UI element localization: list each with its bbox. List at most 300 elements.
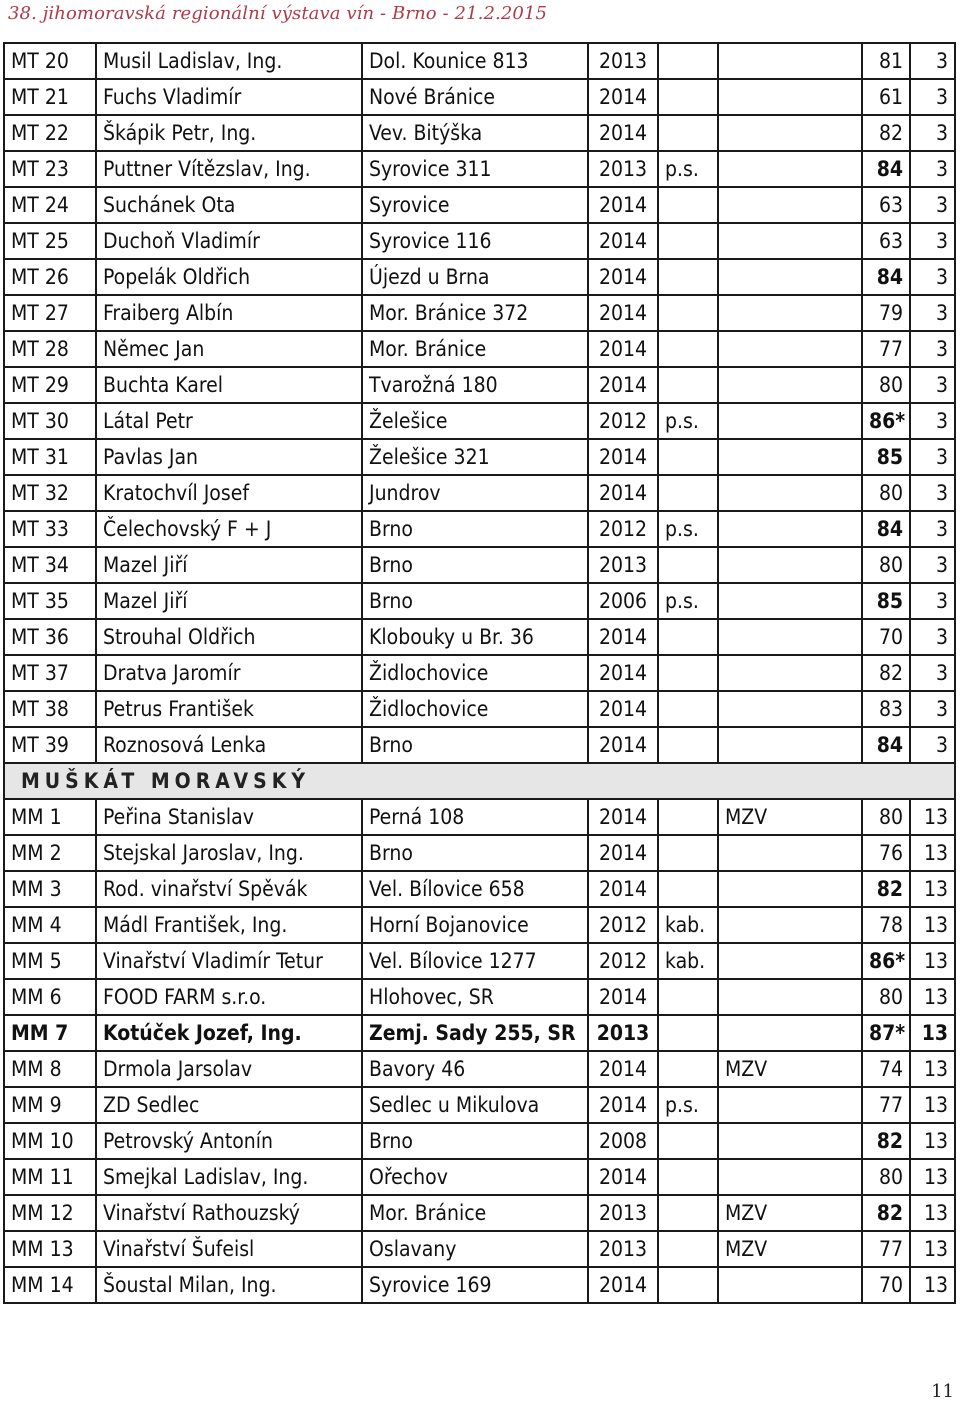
- attribute-empty: [718, 367, 862, 403]
- sample-code: MM 8: [4, 1051, 96, 1087]
- category-number: 13: [910, 1051, 955, 1087]
- section-title: MUŠKÁT MORAVSKÝ: [4, 763, 955, 799]
- vintage-year: 2012: [588, 907, 658, 943]
- category-number: 3: [910, 547, 955, 583]
- producer-place: Oslavany: [362, 1231, 588, 1267]
- category-number: 13: [910, 1015, 955, 1051]
- category-number: 3: [910, 367, 955, 403]
- producer-name: Pavlas Jan: [96, 439, 362, 475]
- score: 77: [862, 331, 910, 367]
- table-row: [4, 439, 955, 475]
- table-row: [4, 403, 955, 439]
- category-number: 13: [910, 1087, 955, 1123]
- attribute: [658, 367, 718, 403]
- attribute-mzv: MZV: [718, 1231, 862, 1267]
- attribute: [658, 295, 718, 331]
- producer-place: Nové Bránice: [362, 79, 588, 115]
- sample-code: MT 31: [4, 439, 96, 475]
- table-row: [4, 79, 955, 115]
- sample-code: MT 29: [4, 367, 96, 403]
- score: 84: [862, 259, 910, 295]
- attribute: kab.: [658, 907, 718, 943]
- attribute-empty: [718, 907, 862, 943]
- attribute-empty: [718, 223, 862, 259]
- sample-code: MM 4: [4, 907, 96, 943]
- producer-name: Drmola Jarsolav: [96, 1051, 362, 1087]
- vintage-year: 2014: [588, 1087, 658, 1123]
- table-row: [4, 655, 955, 691]
- vintage-year: 2012: [588, 511, 658, 547]
- table-row: [4, 1267, 955, 1303]
- producer-place: Mor. Bránice 372: [362, 295, 588, 331]
- score: 82: [862, 1195, 910, 1231]
- attribute-empty: [718, 619, 862, 655]
- sample-code: MM 9: [4, 1087, 96, 1123]
- table-row: [4, 871, 955, 907]
- score: 70: [862, 1267, 910, 1303]
- category-number: 3: [910, 619, 955, 655]
- vintage-year: 2014: [588, 1267, 658, 1303]
- attribute-empty: [718, 727, 862, 763]
- score: 80: [862, 1159, 910, 1195]
- vintage-year: 2014: [588, 475, 658, 511]
- score: 78: [862, 907, 910, 943]
- attribute: [658, 871, 718, 907]
- table-row: [4, 1195, 955, 1231]
- attribute: [658, 655, 718, 691]
- producer-name: Mazel Jiří: [96, 547, 362, 583]
- producer-name: ZD Sedlec: [96, 1087, 362, 1123]
- attribute: [658, 439, 718, 475]
- table-row: [4, 1159, 955, 1195]
- category-number: 3: [910, 187, 955, 223]
- sample-code: MM 7: [4, 1015, 96, 1051]
- producer-place: Syrovice 311: [362, 151, 588, 187]
- sample-code: MT 35: [4, 583, 96, 619]
- category-number: 13: [910, 943, 955, 979]
- sample-code: MM 13: [4, 1231, 96, 1267]
- table-row: [4, 475, 955, 511]
- attribute: [658, 1123, 718, 1159]
- vintage-year: 2014: [588, 979, 658, 1015]
- attribute-mzv: MZV: [718, 799, 862, 835]
- producer-name: Stejskal Jaroslav, Ing.: [96, 835, 362, 871]
- category-number: 3: [910, 43, 955, 79]
- table-row: [4, 43, 955, 79]
- category-number: 13: [910, 871, 955, 907]
- attribute: [658, 1015, 718, 1051]
- producer-place: Židlochovice: [362, 655, 588, 691]
- vintage-year: 2013: [588, 1231, 658, 1267]
- vintage-year: 2012: [588, 403, 658, 439]
- score: 80: [862, 979, 910, 1015]
- category-number: 3: [910, 151, 955, 187]
- attribute-empty: [718, 439, 862, 475]
- category-number: 3: [910, 331, 955, 367]
- attribute: p.s.: [658, 151, 718, 187]
- producer-place: Újezd u Brna: [362, 259, 588, 295]
- attribute-mzv: MZV: [718, 1195, 862, 1231]
- table-row: [4, 259, 955, 295]
- vintage-year: 2014: [588, 655, 658, 691]
- category-number: 13: [910, 1159, 955, 1195]
- vintage-year: 2014: [588, 115, 658, 151]
- table-row: [4, 1087, 955, 1123]
- score: 81: [862, 43, 910, 79]
- score: 82: [862, 115, 910, 151]
- producer-place: Vev. Bitýška: [362, 115, 588, 151]
- attribute-empty: [718, 79, 862, 115]
- producer-name: Kratochvíl Josef: [96, 475, 362, 511]
- attribute-empty: [718, 187, 862, 223]
- sample-code: MM 1: [4, 799, 96, 835]
- score: 76: [862, 835, 910, 871]
- producer-name: Peřina Stanislav: [96, 799, 362, 835]
- producer-place: Horní Bojanovice: [362, 907, 588, 943]
- producer-name: Vinařství Šufeisl: [96, 1231, 362, 1267]
- table-row: [4, 1123, 955, 1159]
- vintage-year: 2013: [588, 547, 658, 583]
- attribute: [658, 727, 718, 763]
- attribute: [658, 619, 718, 655]
- sample-code: MM 12: [4, 1195, 96, 1231]
- producer-place: Želešice: [362, 403, 588, 439]
- attribute-empty: [718, 1159, 862, 1195]
- table-row: [4, 583, 955, 619]
- sample-code: MT 28: [4, 331, 96, 367]
- vintage-year: 2008: [588, 1123, 658, 1159]
- vintage-year: 2006: [588, 583, 658, 619]
- vintage-year: 2013: [588, 1195, 658, 1231]
- attribute: p.s.: [658, 403, 718, 439]
- vintage-year: 2013: [588, 1015, 658, 1051]
- table-row: [4, 943, 955, 979]
- score: 85: [862, 439, 910, 475]
- category-number: 3: [910, 79, 955, 115]
- attribute-empty: [718, 547, 862, 583]
- sample-code: MT 34: [4, 547, 96, 583]
- vintage-year: 2014: [588, 871, 658, 907]
- score: 86*: [862, 403, 910, 439]
- sample-code: MM 10: [4, 1123, 96, 1159]
- sample-code: MT 37: [4, 655, 96, 691]
- score: 80: [862, 367, 910, 403]
- score: 84: [862, 151, 910, 187]
- table-row: [4, 115, 955, 151]
- table-row: [4, 187, 955, 223]
- table-row: [4, 799, 955, 835]
- attribute-empty: [718, 691, 862, 727]
- producer-name: Škápik Petr, Ing.: [96, 115, 362, 151]
- vintage-year: 2014: [588, 799, 658, 835]
- producer-place: Brno: [362, 511, 588, 547]
- sample-code: MT 38: [4, 691, 96, 727]
- attribute-empty: [718, 151, 862, 187]
- producer-name: Mádl František, Ing.: [96, 907, 362, 943]
- sample-code: MT 25: [4, 223, 96, 259]
- attribute-empty: [718, 511, 862, 547]
- score: 63: [862, 187, 910, 223]
- vintage-year: 2014: [588, 727, 658, 763]
- category-number: 3: [910, 403, 955, 439]
- attribute-empty: [718, 979, 862, 1015]
- attribute: [658, 331, 718, 367]
- score: 70: [862, 619, 910, 655]
- score: 77: [862, 1087, 910, 1123]
- category-number: 3: [910, 115, 955, 151]
- attribute: [658, 547, 718, 583]
- vintage-year: 2012: [588, 943, 658, 979]
- producer-name: Roznosová Lenka: [96, 727, 362, 763]
- table-row: [4, 511, 955, 547]
- score: 79: [862, 295, 910, 331]
- vintage-year: 2014: [588, 223, 658, 259]
- attribute-empty: [718, 115, 862, 151]
- table-row: [4, 1231, 955, 1267]
- attribute-empty: [718, 583, 862, 619]
- producer-place: Brno: [362, 1123, 588, 1159]
- score: 63: [862, 223, 910, 259]
- producer-place: Bavory 46: [362, 1051, 588, 1087]
- attribute: [658, 1267, 718, 1303]
- attribute-empty: [718, 1267, 862, 1303]
- producer-place: Jundrov: [362, 475, 588, 511]
- producer-name: Látal Petr: [96, 403, 362, 439]
- vintage-year: 2014: [588, 367, 658, 403]
- vintage-year: 2014: [588, 187, 658, 223]
- attribute: p.s.: [658, 511, 718, 547]
- table-row: [4, 295, 955, 331]
- producer-name: Strouhal Oldřich: [96, 619, 362, 655]
- sample-code: MT 32: [4, 475, 96, 511]
- score: 83: [862, 691, 910, 727]
- attribute: [658, 115, 718, 151]
- producer-name: Šoustal Milan, Ing.: [96, 1267, 362, 1303]
- sample-code: MM 6: [4, 979, 96, 1015]
- sample-code: MM 3: [4, 871, 96, 907]
- attribute: p.s.: [658, 1087, 718, 1123]
- attribute: [658, 79, 718, 115]
- producer-place: Dol. Kounice 813: [362, 43, 588, 79]
- wine-results-table: [3, 42, 956, 1304]
- producer-name: Puttner Vítězslav, Ing.: [96, 151, 362, 187]
- attribute: [658, 979, 718, 1015]
- vintage-year: 2014: [588, 295, 658, 331]
- vintage-year: 2014: [588, 331, 658, 367]
- producer-place: Brno: [362, 835, 588, 871]
- sample-code: MT 27: [4, 295, 96, 331]
- producer-place: Brno: [362, 727, 588, 763]
- producer-place: Perná 108: [362, 799, 588, 835]
- attribute-empty: [718, 1015, 862, 1051]
- table-row: [4, 1051, 955, 1087]
- producer-name: Buchta Karel: [96, 367, 362, 403]
- producer-place: Zemj. Sady 255, SR: [362, 1015, 588, 1051]
- vintage-year: 2014: [588, 835, 658, 871]
- producer-name: Rod. vinařství Spěvák: [96, 871, 362, 907]
- sample-code: MT 36: [4, 619, 96, 655]
- producer-name: Fuchs Vladimír: [96, 79, 362, 115]
- sample-code: MT 24: [4, 187, 96, 223]
- attribute-empty: [718, 259, 862, 295]
- attribute-empty: [718, 1087, 862, 1123]
- category-number: 3: [910, 655, 955, 691]
- vintage-year: 2014: [588, 619, 658, 655]
- sample-code: MT 20: [4, 43, 96, 79]
- score: 80: [862, 475, 910, 511]
- score: 77: [862, 1231, 910, 1267]
- producer-name: Mazel Jiří: [96, 583, 362, 619]
- producer-place: Vel. Bílovice 1277: [362, 943, 588, 979]
- score: 84: [862, 727, 910, 763]
- category-number: 3: [910, 259, 955, 295]
- score: 86*: [862, 943, 910, 979]
- producer-name: FOOD FARM s.r.o.: [96, 979, 362, 1015]
- category-number: 3: [910, 511, 955, 547]
- table-row: [4, 367, 955, 403]
- producer-place: Mor. Bránice: [362, 331, 588, 367]
- attribute: kab.: [658, 943, 718, 979]
- vintage-year: 2014: [588, 439, 658, 475]
- table-row: [4, 907, 955, 943]
- category-number: 13: [910, 835, 955, 871]
- producer-name: Smejkal Ladislav, Ing.: [96, 1159, 362, 1195]
- category-number: 3: [910, 727, 955, 763]
- table-row: [4, 727, 955, 763]
- sample-code: MT 30: [4, 403, 96, 439]
- attribute: [658, 187, 718, 223]
- attribute: [658, 1159, 718, 1195]
- category-number: 3: [910, 691, 955, 727]
- producer-name: Fraiberg Albín: [96, 295, 362, 331]
- category-number: 3: [910, 295, 955, 331]
- vintage-year: 2014: [588, 1159, 658, 1195]
- table-row: [4, 223, 955, 259]
- attribute-mzv: MZV: [718, 1051, 862, 1087]
- table-row: [4, 1015, 955, 1051]
- category-number: 3: [910, 583, 955, 619]
- category-number: 3: [910, 223, 955, 259]
- score: 74: [862, 1051, 910, 1087]
- score: 80: [862, 547, 910, 583]
- score: 82: [862, 871, 910, 907]
- attribute-empty: [658, 1051, 718, 1087]
- attribute-empty: [718, 43, 862, 79]
- attribute-empty: [718, 835, 862, 871]
- sample-code: MT 33: [4, 511, 96, 547]
- attribute: [658, 259, 718, 295]
- attribute-empty: [718, 331, 862, 367]
- producer-name: Duchoň Vladimír: [96, 223, 362, 259]
- sample-code: MM 2: [4, 835, 96, 871]
- attribute-empty: [718, 475, 862, 511]
- category-number: 13: [910, 1195, 955, 1231]
- vintage-year: 2013: [588, 43, 658, 79]
- attribute-empty: [658, 799, 718, 835]
- producer-place: Syrovice 169: [362, 1267, 588, 1303]
- score: 80: [862, 799, 910, 835]
- attribute: [658, 835, 718, 871]
- producer-place: Syrovice: [362, 187, 588, 223]
- vintage-year: 2014: [588, 259, 658, 295]
- producer-place: Sedlec u Mikulova: [362, 1087, 588, 1123]
- producer-place: Brno: [362, 547, 588, 583]
- score: 61: [862, 79, 910, 115]
- sample-code: MT 26: [4, 259, 96, 295]
- producer-name: Petrovský Antonín: [96, 1123, 362, 1159]
- vintage-year: 2014: [588, 1051, 658, 1087]
- vintage-year: 2013: [588, 151, 658, 187]
- sample-code: MM 14: [4, 1267, 96, 1303]
- attribute: [658, 475, 718, 511]
- producer-place: Ořechov: [362, 1159, 588, 1195]
- category-number: 13: [910, 979, 955, 1015]
- producer-place: Tvarožná 180: [362, 367, 588, 403]
- sample-code: MT 39: [4, 727, 96, 763]
- producer-place: Syrovice 116: [362, 223, 588, 259]
- producer-place: Židlochovice: [362, 691, 588, 727]
- producer-name: Suchánek Ota: [96, 187, 362, 223]
- producer-name: Vinařství Rathouzský: [96, 1195, 362, 1231]
- sample-code: MT 23: [4, 151, 96, 187]
- attribute-empty: [718, 655, 862, 691]
- table-row: [4, 835, 955, 871]
- page-number: 11: [931, 1381, 954, 1402]
- producer-name: Dratva Jaromír: [96, 655, 362, 691]
- category-number: 13: [910, 799, 955, 835]
- category-number: 13: [910, 907, 955, 943]
- category-number: 3: [910, 439, 955, 475]
- category-number: 13: [910, 1123, 955, 1159]
- score: 87*: [862, 1015, 910, 1051]
- producer-place: Hlohovec, SR: [362, 979, 588, 1015]
- sample-code: MM 11: [4, 1159, 96, 1195]
- attribute: [658, 223, 718, 259]
- attribute: [658, 691, 718, 727]
- producer-name: Popelák Oldřich: [96, 259, 362, 295]
- score: 84: [862, 511, 910, 547]
- vintage-year: 2014: [588, 691, 658, 727]
- producer-place: Brno: [362, 583, 588, 619]
- attribute-empty: [718, 295, 862, 331]
- category-number: 13: [910, 1267, 955, 1303]
- producer-name: Vinařství Vladimír Tetur: [96, 943, 362, 979]
- sample-code: MM 5: [4, 943, 96, 979]
- table-row: [4, 979, 955, 1015]
- score: 82: [862, 1123, 910, 1159]
- section-row: [4, 763, 955, 799]
- producer-place: Mor. Bránice: [362, 1195, 588, 1231]
- attribute-empty: [718, 871, 862, 907]
- producer-name: Petrus František: [96, 691, 362, 727]
- producer-place: Želešice 321: [362, 439, 588, 475]
- table-row: [4, 151, 955, 187]
- vintage-year: 2014: [588, 79, 658, 115]
- attribute-empty: [718, 943, 862, 979]
- attribute-empty: [658, 1231, 718, 1267]
- sample-code: MT 22: [4, 115, 96, 151]
- table-row: [4, 691, 955, 727]
- attribute: p.s.: [658, 583, 718, 619]
- score: 82: [862, 655, 910, 691]
- attribute-empty: [718, 403, 862, 439]
- attribute-empty: [718, 1123, 862, 1159]
- category-number: 13: [910, 1231, 955, 1267]
- producer-place: Vel. Bílovice 658: [362, 871, 588, 907]
- table-row: [4, 331, 955, 367]
- score: 85: [862, 583, 910, 619]
- producer-name: Kotúček Jozef, Ing.: [96, 1015, 362, 1051]
